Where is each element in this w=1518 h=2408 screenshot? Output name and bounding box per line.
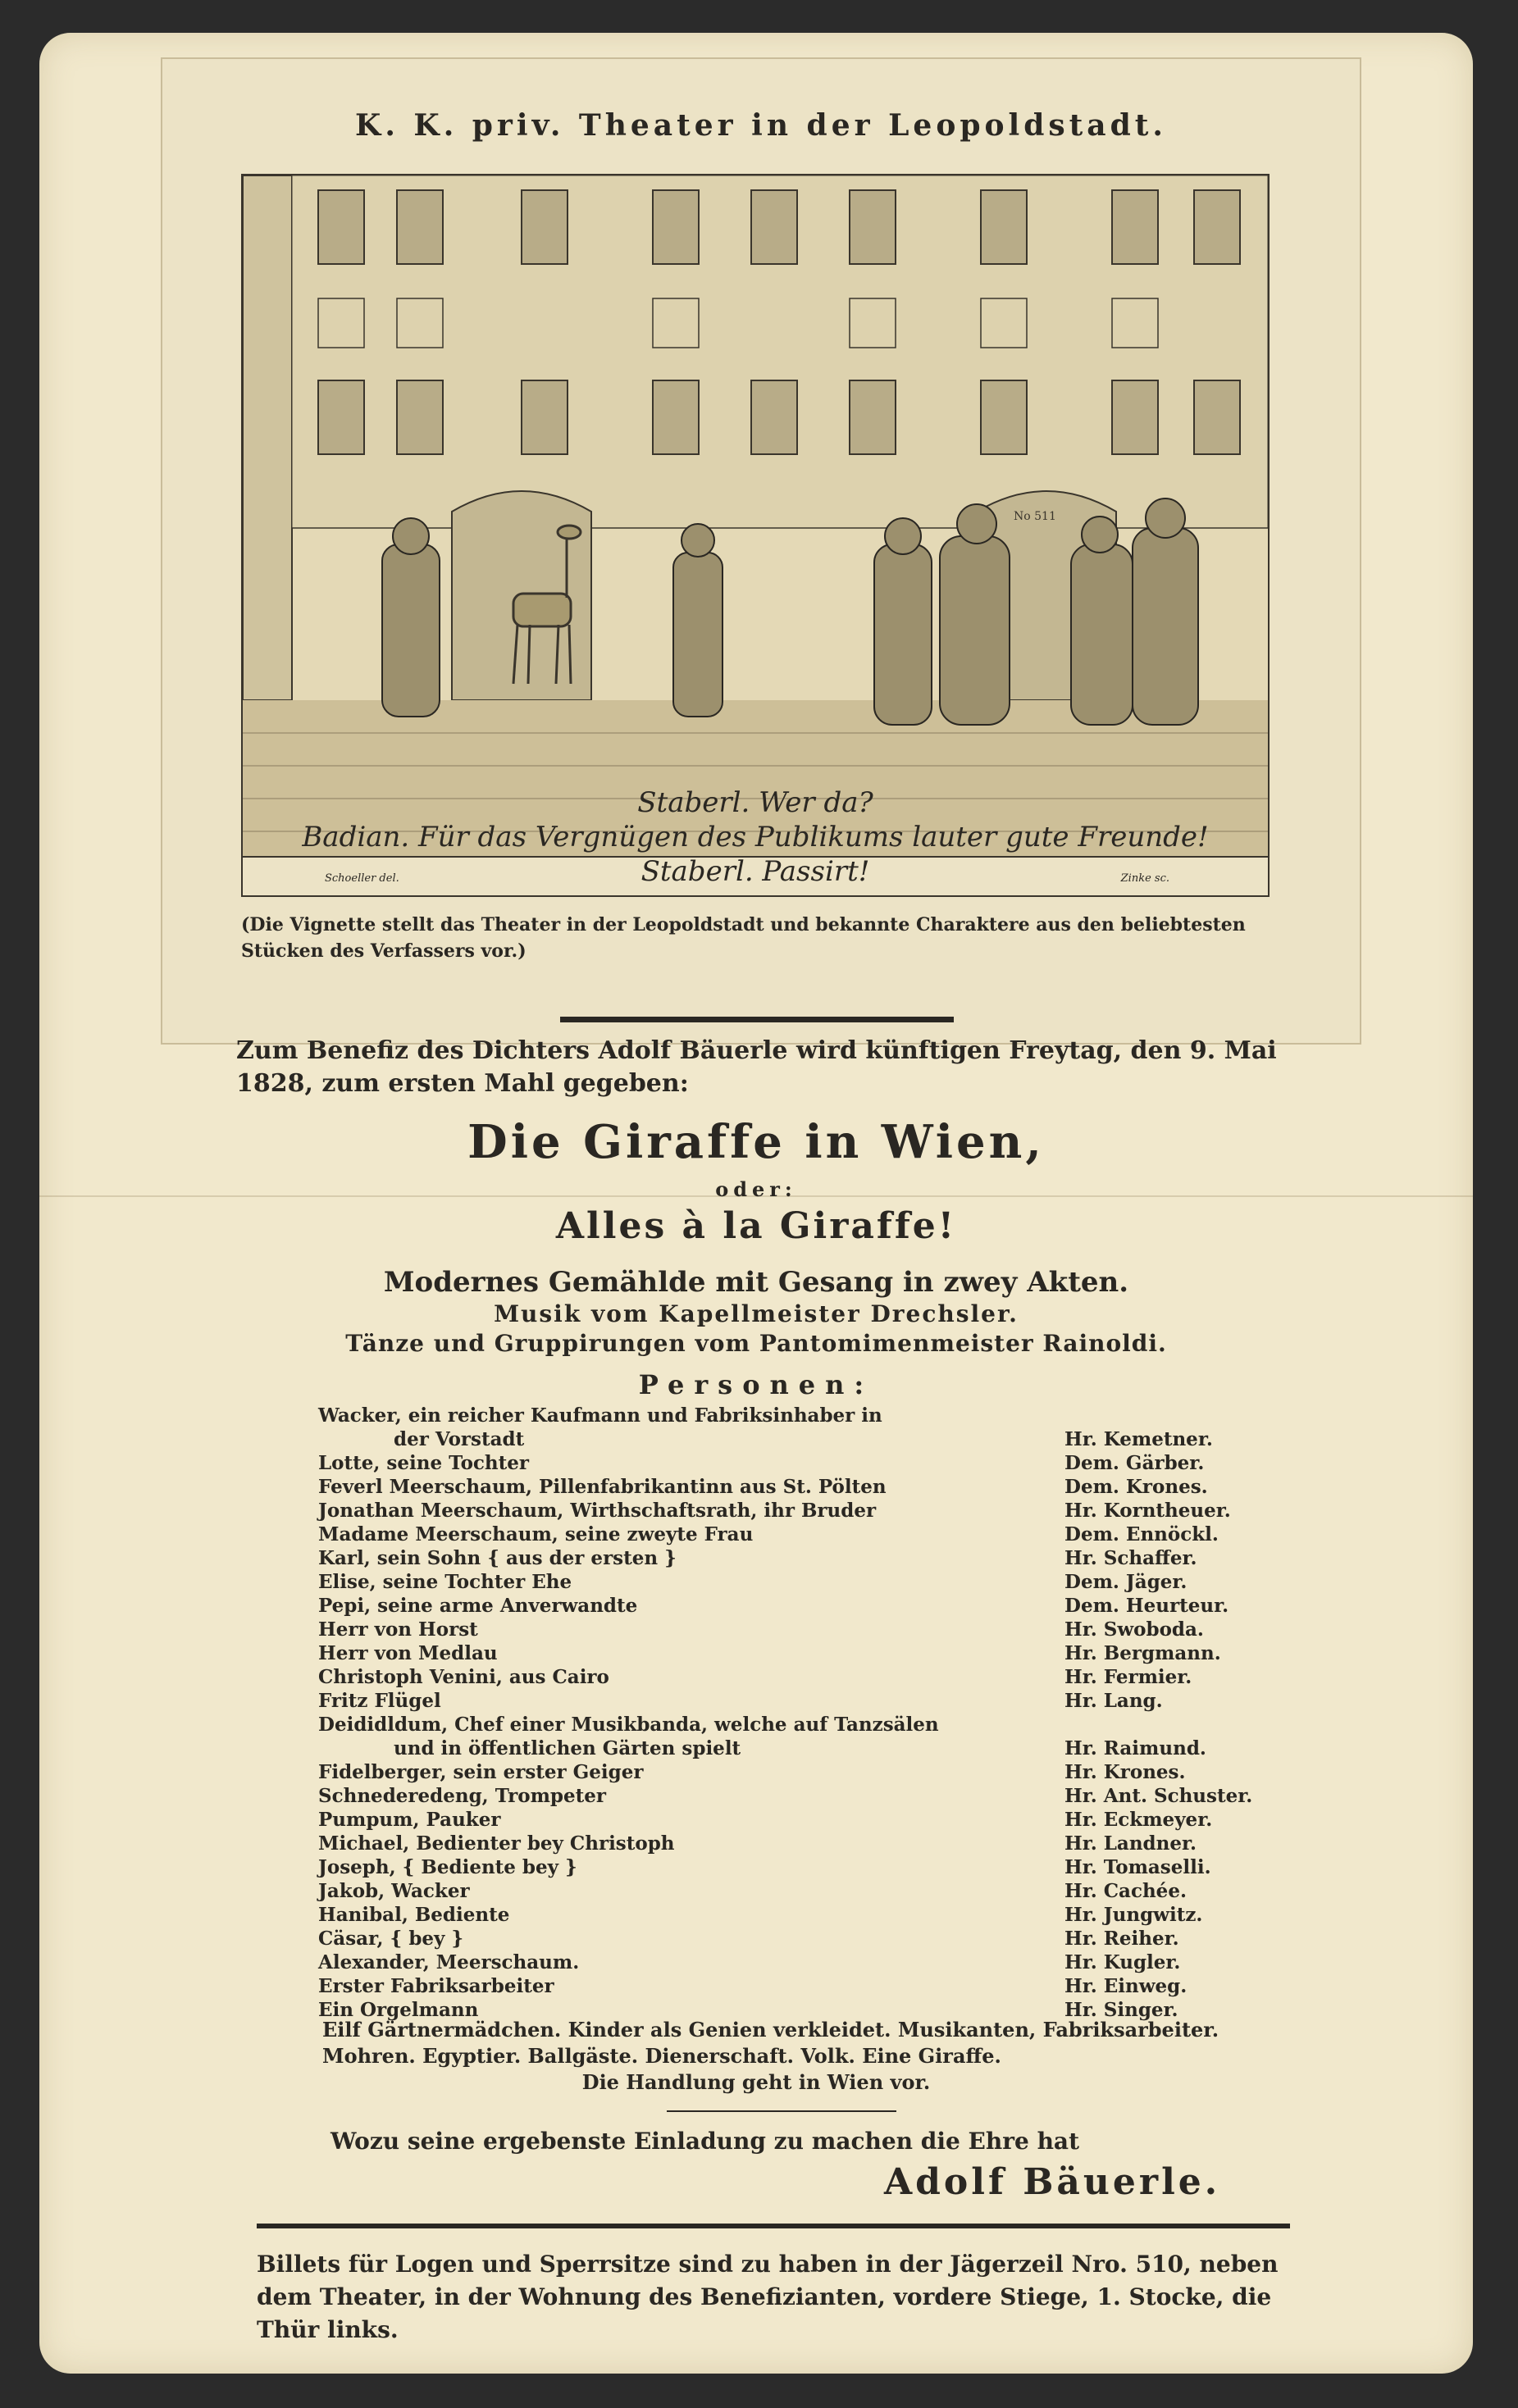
cast-actor: Dem. Ennöckl. <box>1064 1523 1219 1545</box>
cast-row <box>318 1665 1302 1689</box>
cast-actor: Dem. Jäger. <box>1064 1571 1188 1593</box>
cast-role: Herr von Horst <box>318 1618 478 1641</box>
cast-row <box>318 1713 1302 1737</box>
cast-role: Schnederedeng, Trompeter <box>318 1785 607 1807</box>
cast-role: Fritz Flügel <box>318 1690 441 1712</box>
cast-actor: Dem. Gärber. <box>1064 1452 1205 1474</box>
cast-row <box>318 1855 1302 1879</box>
cast-role: Herr von Medlau <box>318 1642 498 1664</box>
play-title-oder: oder: <box>715 1177 797 1201</box>
cast-row <box>318 1737 1302 1760</box>
cast-row <box>318 1499 1302 1523</box>
cast-actor: Hr. Kugler. <box>1064 1951 1181 1973</box>
cast-row <box>318 1475 1302 1499</box>
cast-row <box>318 1879 1302 1903</box>
cast-actor: Hr. Einweg. <box>1064 1975 1188 1997</box>
author-signature: Adolf Bäuerle. <box>884 2161 1221 2203</box>
cast-role: Deididldum, Chef einer Musikbanda, welche auf Tanzsälen <box>318 1714 939 1736</box>
engraving-credit-right: Zinke sc. <box>1120 872 1169 885</box>
cast-actor: Hr. Raimund. <box>1064 1737 1206 1759</box>
caption-line: Staberl. Wer da? <box>637 786 873 819</box>
benefit-announcement: Zum Benefiz des Dichters Adolf Bäuerle wird künftigen Freytag, den 9. Mai 1828, zum ersten Mahl gegeben: <box>236 1036 1277 1098</box>
cast-row <box>318 1689 1302 1713</box>
cast-actor: Dem. Heurteur. <box>1064 1595 1229 1617</box>
cast-actor: Hr. Schaffer. <box>1064 1547 1197 1569</box>
cast-role: Alexander, Meerschaum. <box>318 1951 580 1973</box>
vignette-note: (Die Vignette stellt das Theater in der Leopoldstadt und bekannte Charaktere aus den beliebtesten Stücken des Verfassers vor.) <box>241 914 1246 962</box>
cast-role: Feverl Meerschaum, Pillenfabrikantinn aus St. Pölten <box>318 1476 887 1498</box>
house-number: No 511 <box>1014 510 1056 523</box>
cast-list <box>318 1404 1302 2022</box>
cast-role: Cäsar, { bey } <box>318 1928 464 1950</box>
engraving-plate <box>161 57 1361 1045</box>
theatre-title: K. K. priv. Theater in der Leopoldstadt. <box>355 108 1167 143</box>
cast-role: Hanibal, Bediente <box>318 1904 510 1926</box>
cast-row <box>318 1903 1302 1927</box>
cast-actor: Hr. Singer. <box>1064 1999 1178 2021</box>
cast-row <box>318 1570 1302 1594</box>
cast-actor: Hr. Landner. <box>1064 1832 1197 1855</box>
cast-role: Joseph, { Bediente bey } <box>318 1856 577 1878</box>
engraving-caption <box>241 781 1270 897</box>
cast-actor: Hr. Tomaselli. <box>1064 1856 1211 1878</box>
dance-credit: Tänze und Gruppirungen vom Pantomimenmeister Rainoldi. <box>345 1330 1167 1357</box>
cast-actor: Hr. Lang. <box>1064 1690 1163 1712</box>
cast-row <box>318 1808 1302 1832</box>
divider-rule <box>560 1017 954 1022</box>
cast-role: Pumpum, Pauker <box>318 1809 501 1831</box>
figure-badian <box>673 553 723 717</box>
theatre-facade-illustration <box>243 175 1268 856</box>
cast-row <box>318 1618 1302 1641</box>
cast-row <box>318 1451 1302 1475</box>
figure-staberl <box>382 544 440 717</box>
cast-actor: Hr. Jungwitz. <box>1064 1904 1203 1926</box>
caption-line: Badian. Für das Vergnügen des Publikums lauter gute Freunde! <box>302 821 1209 853</box>
cast-role: Pepi, seine arme Anverwandte <box>318 1595 638 1617</box>
invitation-line: Wozu seine ergebenste Einladung zu machen die Ehre hat <box>330 2128 1080 2155</box>
cast-actor: Hr. Fermier. <box>1064 1666 1192 1688</box>
cast-actor: Hr. Kemetner. <box>1064 1428 1213 1450</box>
cast-row <box>318 1760 1302 1784</box>
cast-actor: Hr. Swoboda. <box>1064 1618 1204 1641</box>
personen-heading: Personen: <box>638 1369 874 1400</box>
cast-role: Wacker, ein reicher Kaufmann und Fabriksinhaber in <box>318 1404 882 1427</box>
cast-row <box>318 1523 1302 1546</box>
cast-actor: Hr. Korntheuer. <box>1064 1500 1231 1522</box>
cast-row <box>318 1546 1302 1570</box>
cast-actor: Hr. Reiher. <box>1064 1928 1179 1950</box>
cast-actor: Dem. Krones. <box>1064 1476 1208 1498</box>
cast-role: Christoph Venini, aus Cairo <box>318 1666 609 1688</box>
cast-role: Jonathan Meerschaum, Wirthschaftsrath, ihr Bruder <box>318 1500 877 1522</box>
cast-role: Lotte, seine Tochter <box>318 1452 530 1474</box>
cast-actor: Hr. Eckmeyer. <box>1064 1809 1213 1831</box>
cast-row <box>318 1974 1302 1998</box>
cast-row <box>318 1594 1302 1618</box>
cast-row <box>318 1427 1302 1451</box>
setting-note: Die Handlung geht in Wien vor. <box>581 2070 931 2094</box>
cast-row <box>318 1404 1302 1427</box>
playbill-sheet <box>39 33 1473 2374</box>
music-credit: Musik vom Kapellmeister Drechsler. <box>494 1300 1019 1327</box>
cast-role: Elise, seine Tochter Ehe <box>318 1571 572 1593</box>
play-genre: Modernes Gemählde mit Gesang in zwey Akten. <box>383 1266 1129 1299</box>
ticket-info: Billets für Logen und Sperrsitze sind zu haben in der Jägerzeil Nro. 510, neben dem Theater, in der Wohnung des Benefizianten, vordere Stiege, 1. Stocke, die Thür links. <box>257 2251 1279 2343</box>
cast-extras: Eilf Gärtnermädchen. Kinder als Genien verkleidet. Musikanten, Fabriksarbeiter. Mohren. Egyptier. Ballgäste. Dienerschaft. Volk. Eine Giraffe. <box>322 2018 1219 2068</box>
cast-role: Fidelberger, sein erster Geiger <box>318 1761 644 1783</box>
cast-row <box>318 1784 1302 1808</box>
cast-role: Jakob, Wacker <box>318 1880 470 1902</box>
cast-row <box>318 1927 1302 1951</box>
cast-actor: Hr. Bergmann. <box>1064 1642 1221 1664</box>
cast-role: der Vorstadt <box>394 1428 525 1450</box>
play-subtitle: Alles à la Giraffe! <box>555 1205 957 1247</box>
cast-role: Karl, sein Sohn { aus der ersten } <box>318 1547 677 1569</box>
divider-rule <box>257 2224 1290 2228</box>
cast-role: Michael, Bedienter bey Christoph <box>318 1832 675 1855</box>
cast-actor: Hr. Krones. <box>1064 1761 1186 1783</box>
cast-role: Ein Orgelmann <box>318 1999 479 2021</box>
cast-actor: Hr. Cachée. <box>1064 1880 1187 1902</box>
cast-role: und in öffentlichen Gärten spielt <box>394 1737 741 1759</box>
play-title: Die Giraffe in Wien, <box>467 1115 1045 1169</box>
cast-row <box>318 1951 1302 1974</box>
caption-line: Staberl. Passirt! <box>640 855 870 888</box>
cast-role: Erster Fabriksarbeiter <box>318 1975 554 1997</box>
cast-row <box>318 1641 1302 1665</box>
cast-role: Madame Meerschaum, seine zweyte Frau <box>318 1523 754 1545</box>
cast-actor: Hr. Ant. Schuster. <box>1064 1785 1253 1807</box>
engraving-credit-left: Schoeller del. <box>325 872 399 885</box>
cast-row <box>318 1832 1302 1855</box>
divider-rule <box>667 2110 896 2112</box>
